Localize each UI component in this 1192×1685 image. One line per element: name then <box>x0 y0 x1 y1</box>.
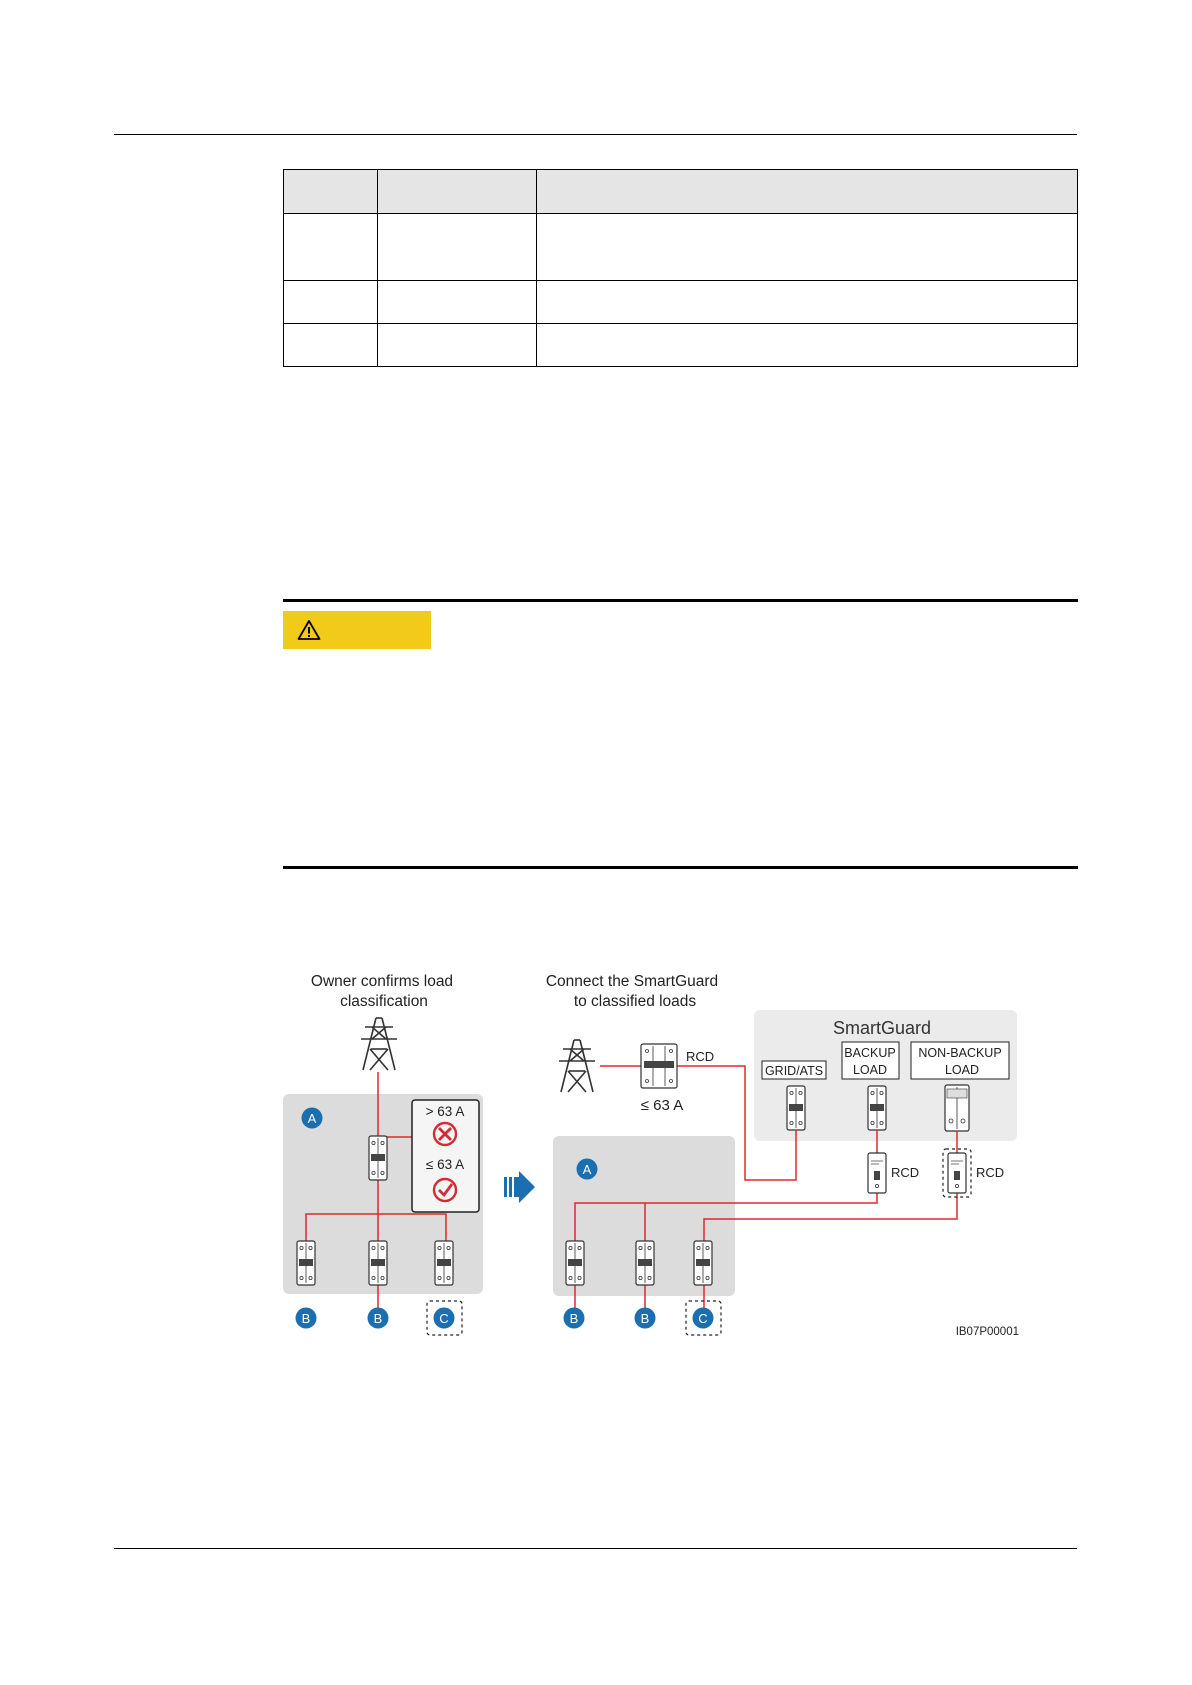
warning-badge <box>283 611 431 649</box>
smartguard-wiring-diagram <box>280 958 1030 1343</box>
left-caption-line1: Owner confirms load <box>310 973 454 990</box>
grid-rcd-breaker <box>641 1044 677 1088</box>
breaker-b1-left <box>297 1241 315 1285</box>
transmission-tower-icon <box>361 1018 397 1070</box>
marker-a-right-label: A <box>582 1162 592 1177</box>
backup-load-port-label-line2: LOAD <box>852 1063 888 1077</box>
breaker-b2-right <box>636 1241 654 1285</box>
table-cell <box>378 324 537 367</box>
marker-b1-left-label: B <box>301 1311 311 1326</box>
marker-c-left-label: C <box>439 1311 449 1326</box>
marker-a-left-label: A <box>307 1111 317 1126</box>
breaker-c-right <box>694 1241 712 1285</box>
table-cell <box>378 214 537 281</box>
left-caption-line2: classification <box>340 993 428 1010</box>
transmission-tower-icon-right <box>559 1040 595 1092</box>
table-cell <box>537 324 1078 367</box>
grid-rcd-label: RCD <box>686 1049 715 1064</box>
table-header-cell <box>284 170 378 214</box>
table-header-cell <box>537 170 1078 214</box>
breaker-b1-right <box>566 1241 584 1285</box>
footer-rule <box>114 1548 1077 1549</box>
table-cell <box>284 324 378 367</box>
within-limit-label: ≤ 63 A <box>425 1157 465 1172</box>
table-cell <box>537 281 1078 324</box>
marker-b2-left-label: B <box>373 1311 383 1326</box>
table-header-row <box>284 170 1078 214</box>
grid-ats-port-label: GRID/ATS <box>764 1064 824 1078</box>
table-row <box>284 324 1078 367</box>
arrow-right-icon <box>504 1171 535 1203</box>
table-cell <box>537 214 1078 281</box>
right-caption-line1: Connect the SmartGuard <box>545 973 719 990</box>
backup-load-port-label-line1: BACKUP <box>844 1046 896 1060</box>
backup-rcd-label: RCD <box>891 1165 920 1180</box>
breaker-c-left <box>435 1241 453 1285</box>
header-rule <box>114 134 1077 135</box>
grid-limit-label: ≤ 63 A <box>640 1097 684 1114</box>
table-cell <box>378 281 537 324</box>
notice-top-rule <box>283 599 1078 602</box>
backup-load-breaker <box>868 1086 886 1130</box>
over-limit-label: > 63 A <box>425 1104 465 1119</box>
table-row <box>284 281 1078 324</box>
warning-icon <box>297 619 321 641</box>
notice-bottom-rule <box>283 866 1078 869</box>
grid-ats-breaker <box>787 1086 805 1130</box>
non-backup-rcd <box>948 1153 966 1193</box>
backup-rcd <box>868 1153 886 1193</box>
table-row <box>284 214 1078 281</box>
non-backup-rcd-label: RCD <box>976 1165 1005 1180</box>
non-backup-load-port-label-line1: NON-BACKUP <box>918 1046 1002 1060</box>
main-breaker-left <box>369 1136 387 1180</box>
right-caption-line2: to classified loads <box>573 993 697 1010</box>
non-backup-load-breaker <box>945 1085 969 1131</box>
spec-table <box>283 169 1078 367</box>
marker-c-right-label: C <box>698 1311 708 1326</box>
table-cell <box>284 281 378 324</box>
figure-id: IB07P00001 <box>955 1326 1019 1338</box>
table-header-cell <box>378 170 537 214</box>
table-cell <box>284 214 378 281</box>
marker-b1-right-label: B <box>569 1311 579 1326</box>
breaker-b2-left <box>369 1241 387 1285</box>
marker-b2-right-label: B <box>640 1311 650 1326</box>
smartguard-title: SmartGuard <box>832 1018 932 1038</box>
non-backup-load-port-label-line2: LOAD <box>944 1063 980 1077</box>
warning-notice <box>283 599 1078 649</box>
